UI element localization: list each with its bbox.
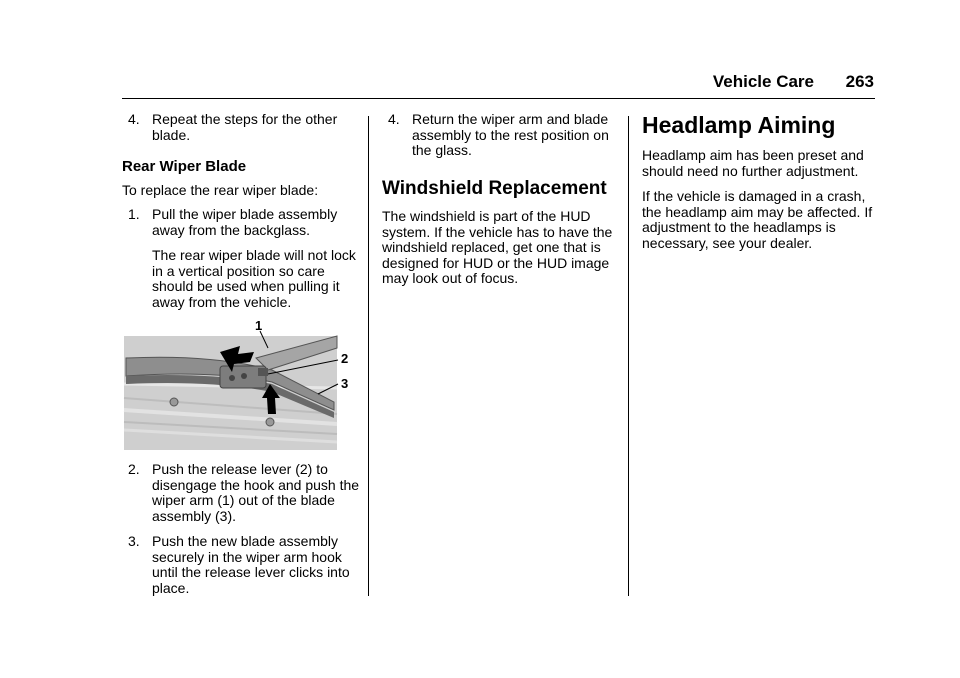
step-number: 4. [128,111,140,127]
headlamp-aiming-para-1: Headlamp aim has been preset and should need no further adjustment. [642,147,864,179]
windshield-replacement-text: The windshield is part of the HUD system. If the vehicle has to have the windshield replaced, get one that is designed for HUD or the HUD image may look out of focus. [382,208,613,286]
section-title: Vehicle Care [712,72,814,91]
column-divider-2 [628,116,629,596]
step-number: 3. [128,533,140,549]
step-text: Pull the wiper blade assembly away from the backglass. [152,206,338,238]
step-text: Repeat the steps for the other blade. [152,111,338,143]
step-4-return-arm [382,112,622,159]
page-number: 263 [845,72,874,91]
column-2 [382,112,622,297]
release-lever [258,368,268,376]
step-3-new-blade [122,534,362,596]
headlamp-aiming-heading: Headlamp Aiming [642,112,836,138]
callout-1: 1 [255,318,263,333]
step-text: Push the release lever (2) to disengage the hook and push the wiper arm (1) out of the blade assembly (3). [152,461,360,524]
windshield-replacement-heading: Windshield Replacement [382,177,607,199]
headlamp-aiming-para-2: If the vehicle is damaged in a crash, the headlamp aim may be affected. If adjustment to the headlamps is necessary, see your dealer. [642,188,873,251]
page-header [0,72,960,96]
column-1 [122,112,362,320]
step-4-other-blade [122,112,362,143]
step-2-release-lever [122,462,362,524]
column-3 [642,112,877,261]
step-text: Push the new blade assembly securely in the wiper arm hook until the release lever clicks into place. [152,533,350,596]
header-rule [122,98,875,99]
column-1-lower [122,462,362,606]
rear-wiper-intro: To replace the rear wiper blade: [122,181,319,198]
callout-2: 2 [341,351,349,366]
step-number: 1. [128,206,140,222]
rear-wiper-heading: Rear Wiper Blade [122,158,247,175]
wiper-blade-illustration [122,318,362,453]
step-1-note: The rear wiper blade will not lock in a vertical position so care should be used when pulling it away from the vehicle. [152,247,356,310]
step-number: 4. [388,111,400,127]
step-number: 2. [128,461,140,477]
step-1-pull-blade [122,207,362,238]
column-divider-1 [368,116,369,596]
step-text: Return the wiper arm and blade assembly to the rest position on the glass. [412,111,609,158]
callout-3: 3 [341,376,349,391]
